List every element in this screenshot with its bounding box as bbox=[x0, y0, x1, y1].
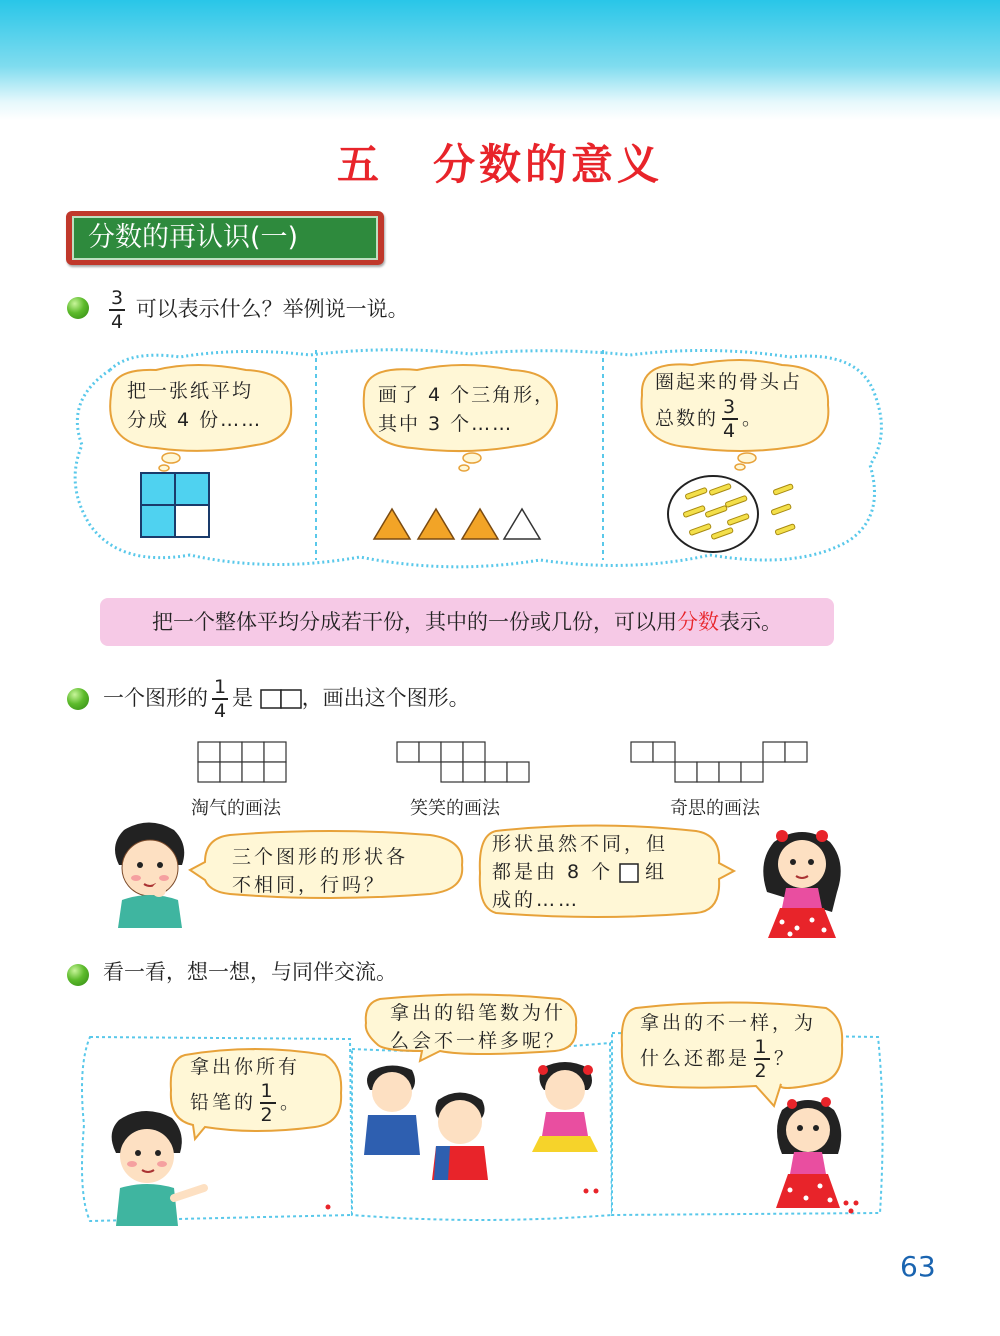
example-3-prefix: 总数的 bbox=[655, 407, 719, 430]
dialog-2-suffix: 组 bbox=[645, 861, 668, 883]
drawing-caption-3: 奇思的画法 bbox=[670, 798, 760, 819]
fraction-numerator: 1 bbox=[260, 1080, 276, 1102]
fraction-denominator: 2 bbox=[260, 1103, 276, 1126]
fraction-denominator: 4 bbox=[722, 419, 738, 442]
question-2-mid: 是 bbox=[232, 685, 253, 710]
dialog-2-prefix: 都是由 8 个 bbox=[492, 861, 614, 883]
dialog-2-text bbox=[492, 830, 668, 914]
boy-thinking-illustration bbox=[104, 820, 194, 930]
boy-presenting-illustration bbox=[104, 1108, 214, 1228]
section-title-plate bbox=[66, 211, 384, 265]
chapter-number: 五 bbox=[336, 140, 383, 189]
bones-figure bbox=[665, 473, 805, 555]
example-1-text bbox=[127, 377, 262, 435]
triangle-empty bbox=[504, 509, 540, 539]
example-1-line-1: 把一张纸平均 bbox=[127, 380, 254, 402]
unit-square-icon bbox=[619, 863, 639, 883]
triangle-shaded bbox=[418, 509, 454, 539]
green-bullet-icon bbox=[67, 297, 89, 319]
green-bullet-icon bbox=[67, 688, 89, 710]
example-3-suffix: 。 bbox=[742, 407, 764, 430]
drawing-taoqi bbox=[197, 741, 289, 783]
dialog-2-line-2 bbox=[492, 858, 668, 886]
panel-2-line-2: 么会不一样多呢？ bbox=[390, 1030, 567, 1052]
fraction-denominator: 4 bbox=[213, 699, 227, 722]
drawing-xiaoxiao bbox=[396, 741, 534, 783]
chapter-name: 分数的意义 bbox=[433, 140, 664, 189]
dialog-1-line-2: 不相同，行吗？ bbox=[232, 874, 387, 896]
dialog-1-line-1: 三个图形的形状各 bbox=[232, 846, 409, 868]
dialog-2-line-3: 成的…… bbox=[492, 889, 581, 911]
example-2-text bbox=[378, 381, 555, 439]
fraction-denominator: 2 bbox=[754, 1059, 770, 1082]
green-bullet-icon bbox=[67, 964, 89, 986]
question-2-prefix: 一个图形的 bbox=[103, 685, 208, 710]
panel-2-text bbox=[390, 999, 566, 1055]
chapter-title bbox=[0, 132, 1000, 192]
panel-2-line-1: 拿出的铅笔数为什 bbox=[390, 1002, 567, 1024]
triangle-shaded bbox=[462, 509, 498, 539]
example-3-text bbox=[655, 368, 802, 441]
panel-1-prefix: 铅笔的 bbox=[190, 1091, 257, 1114]
example-2-line-2: 其中 3 个…… bbox=[378, 413, 514, 435]
header-band bbox=[0, 0, 1000, 120]
panel-3-line-1: 拿出的不一样，为 bbox=[640, 1012, 817, 1034]
example-1-line-2: 分成 4 份…… bbox=[127, 409, 263, 431]
section-title: 分数的再认识(一) bbox=[72, 216, 378, 260]
panel-1-line-1: 拿出你所有 bbox=[190, 1056, 301, 1078]
panel-3-line-2 bbox=[640, 1037, 816, 1081]
dialog-2-line-1: 形状虽然不同，但 bbox=[492, 833, 669, 855]
question-2 bbox=[103, 677, 470, 721]
triangle-shaded bbox=[374, 509, 410, 539]
panel-1-suffix: 。 bbox=[280, 1091, 303, 1114]
definition-text: 把一个整体平均分成若干份，其中的一份或几份，可以用 bbox=[152, 610, 677, 634]
girl-thinking-illustration bbox=[768, 1090, 848, 1215]
fraction bbox=[109, 288, 125, 332]
example-3-line-2 bbox=[655, 397, 802, 441]
fraction bbox=[722, 397, 738, 441]
panel-3-prefix: 什么还都是 bbox=[640, 1047, 751, 1070]
panel-3-suffix: ？ bbox=[774, 1047, 797, 1070]
dialog-1-text bbox=[232, 843, 408, 899]
fraction bbox=[212, 677, 228, 721]
definition-keyword: 分数 bbox=[677, 610, 719, 634]
paper-quarters-figure bbox=[141, 473, 211, 539]
fraction-numerator: 3 bbox=[110, 287, 124, 309]
question-2-suffix: ，画出这个图形。 bbox=[301, 685, 470, 710]
three-kids-illustration bbox=[360, 1060, 610, 1200]
panel-3-text bbox=[640, 1009, 816, 1081]
definition-text-end: 表示。 bbox=[719, 610, 782, 634]
fraction-denominator: 4 bbox=[110, 310, 124, 333]
fraction bbox=[260, 1081, 276, 1125]
question-1-text: 可以表示什么？举例说一说。 bbox=[135, 296, 409, 321]
example-3-line-1: 圈起来的骨头占 bbox=[655, 371, 803, 393]
drawing-caption-2: 笑笑的画法 bbox=[410, 798, 500, 819]
drawing-caption-1: 淘气的画法 bbox=[191, 798, 281, 819]
question-3: 看一看，想一想，与同伴交流。 bbox=[103, 960, 397, 984]
fraction-numerator: 1 bbox=[213, 676, 227, 698]
triangles-figure bbox=[372, 506, 542, 542]
fraction-numerator: 3 bbox=[722, 396, 738, 418]
example-2-line-1: 画了 4 个三角形， bbox=[378, 384, 556, 406]
two-squares-icon bbox=[260, 689, 302, 709]
page-number: 63 bbox=[900, 1250, 936, 1283]
fraction-numerator: 1 bbox=[754, 1036, 770, 1058]
definition-box bbox=[100, 598, 834, 646]
question-1 bbox=[105, 288, 409, 332]
drawing-qisi bbox=[630, 741, 810, 783]
fraction bbox=[754, 1037, 770, 1081]
girl-illustration bbox=[752, 822, 852, 942]
